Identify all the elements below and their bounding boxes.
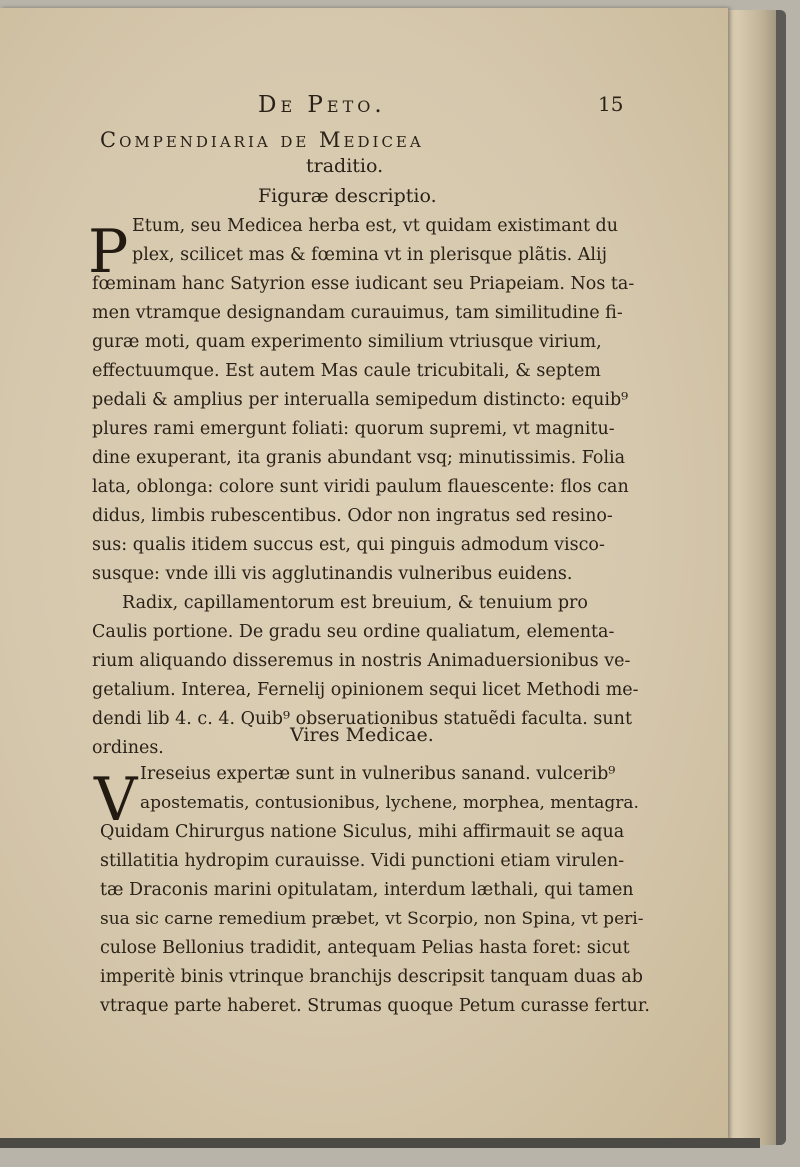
subheading-figura: Figuræ descriptio. bbox=[258, 185, 437, 207]
text-line: imperitè binis vtrinque branchijs descripsit tanquam duas ab bbox=[100, 967, 643, 987]
text-line: Ireseius expertæ sunt in vulneribus sanand. vulcerib⁹ bbox=[140, 764, 616, 784]
text-line: stillatitia hydropim curauisse. Vidi punctioni etiam virulen- bbox=[100, 851, 625, 871]
text-line: guræ moti, quam experimento similium vtriusque virium, bbox=[92, 332, 602, 352]
text-line: didus, limbis rubescentibus. Odor non ingratus sed resino- bbox=[92, 506, 613, 526]
text-line: plures rami emergunt foliati: quorum supremi, vt magnitu- bbox=[92, 419, 615, 439]
section-title: Compendiaria de Medicea bbox=[100, 128, 424, 152]
text-line: tæ Draconis marini opitulatam, interdum læthali, qui tamen bbox=[100, 880, 634, 900]
text-line: susque: vnde illi vis agglutinandis vulneribus euidens. bbox=[92, 564, 573, 584]
subheading-vires: Vires Medicae. bbox=[290, 724, 434, 746]
text-line: plex, scilicet mas & fœmina vt in plerisque plãtis. Alij bbox=[132, 245, 608, 265]
text-line: pedali & amplius per interualla semipedum distincto: equib⁹ bbox=[92, 390, 629, 410]
drop-cap-p: P bbox=[88, 217, 129, 287]
section-title-continued: traditio. bbox=[306, 155, 384, 177]
text-line: getalium. Interea, Fernelij opinionem sequi licet Methodi me- bbox=[92, 680, 639, 700]
text-line: men vtramque designandam curauimus, tam similitudine fi- bbox=[92, 303, 623, 323]
text-line: Caulis portione. De gradu seu ordine qualiatum, elementa- bbox=[92, 622, 615, 642]
running-head: De Peto. bbox=[258, 92, 386, 118]
drop-cap-v: V bbox=[94, 765, 138, 835]
text-line: effectuumque. Est autem Mas caule tricubitali, & septem bbox=[92, 361, 601, 381]
text-line: Etum, seu Medicea herba est, vt quidam existimant du bbox=[132, 216, 619, 236]
text-line: ordines. bbox=[92, 738, 164, 758]
text-line: rium aliquando disseremus in nostris Animaduersionibus ve- bbox=[92, 651, 631, 671]
book-cover-edge bbox=[0, 1138, 760, 1148]
text-line: dendi lib 4. c. 4. Quib⁹ obseruationibus statuẽdi faculta. sunt bbox=[92, 709, 632, 729]
text-line: dine exuperant, ita granis abundant vsq; minutissimis. Folia bbox=[92, 448, 626, 468]
text-line: sua sic carne remedium præbet, vt Scorpio, non Spina, vt peri- bbox=[100, 909, 644, 929]
page-number: 15 bbox=[598, 92, 624, 116]
text-line: sus: qualis itidem succus est, qui pinguis admodum visco- bbox=[92, 535, 605, 555]
text-line: lata, oblonga: colore sunt viridi paulum flauescente: flos can bbox=[92, 477, 629, 497]
text-line: Radix, capillamentorum est breuium, & tenuium pro bbox=[122, 593, 588, 613]
text-line: vtraque parte haberet. Strumas quoque Petum curasse fertur. bbox=[100, 996, 650, 1016]
text-line: culose Bellonius tradidit, antequam Pelias hasta foret: sicut bbox=[100, 938, 630, 958]
text-line: apostematis, contusionibus, lychene, morphea, mentagra. bbox=[140, 793, 639, 813]
text-line: Quidam Chirurgus natione Siculus, mihi affirmauit se aqua bbox=[100, 822, 625, 842]
text-line: fœminam hanc Satyrion esse iudicant seu Priapeiam. Nos ta- bbox=[92, 274, 635, 294]
